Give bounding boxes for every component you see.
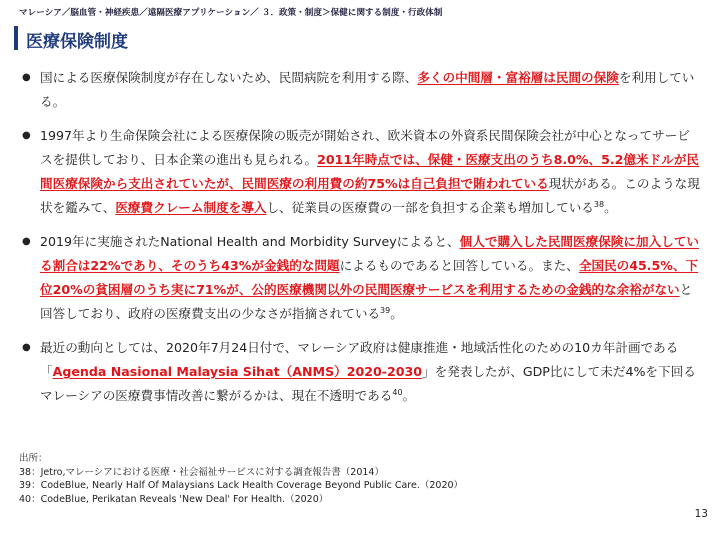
- body-text: 。: [390, 306, 403, 321]
- highlight-text: 2011年時点では、保健・医療支出のうち8.0%、5.2億米ドルが民間医療保険から支出されていたが、民間医療の利用費の約75%は自己負担で賄われている: [40, 152, 700, 191]
- footnote-ref: 38: [593, 199, 605, 209]
- highlight-text: 医療費クレーム制度を導入: [115, 200, 267, 215]
- body-text: 現状がある。このような現状を鑑みて、: [40, 176, 700, 215]
- bullet-item: [22, 336, 702, 408]
- highlight-text: 全国民の45.5%、下位20%の貧困層のうち実に71%が、公的医療機関以外の民間医療サービスを利用するための金銭的な余裕がない: [40, 258, 699, 297]
- footnote-ref: 40: [392, 387, 403, 397]
- source-item-39: 39：CodeBlue, Nearly Half Of Malaysians Lack Health Coverage Beyond Public Care.（2020）: [19, 480, 464, 491]
- highlight-text: 個人で購入した民間医療保険に加入している割合は22%であり、そのうち43%が金銭的な問題: [40, 234, 699, 273]
- body-text: し、従業員の医療費の一部を負担する企業も増加している: [266, 200, 594, 215]
- footnote-ref: 39: [380, 305, 391, 315]
- sources: [19, 452, 463, 506]
- body-text: 」を発表したが、GDP比にして未だ4%を下回るマレーシアの医療費事情改善に繋がるかは、現在不透明である: [40, 364, 696, 403]
- page-title: 医療保険制度: [26, 32, 128, 52]
- body-text: 2019年に実施されたNational Health and Morbidity Surveyによると、: [40, 234, 460, 249]
- body-text: 1997年より生命保険会社による医療保険の販売が開始され、欧米資本の外資系民間保険会社が中心となってサービスを提供しており、日本企業の進出も見られる。: [40, 128, 690, 167]
- body-text: 。: [402, 388, 416, 403]
- breadcrumb: マレーシア／脳血管・神経疾患／遠隔医療アプリケーション／ ３．政策・制度＞保健に関する制度・行政体制: [19, 8, 443, 18]
- sources-heading: 出所：: [19, 453, 48, 464]
- bullet-item: [22, 124, 702, 220]
- source-item-38: 38：Jetro,マレーシアにおける医療・社会福祉サービスに対する調査報告書（2014）: [19, 466, 384, 478]
- body-text: と回答しており、政府の医療費支出の少なさが指摘されている: [40, 282, 693, 321]
- body-text: を利用している。: [40, 70, 695, 109]
- bullet-item: [22, 66, 702, 114]
- highlight-text: Agenda Nasional Malaysia Sihat（ANMS）2020-2030: [52, 364, 423, 379]
- highlight-text: 多くの中間層・富裕層は民間の保険: [417, 70, 619, 85]
- source-item-40: 40：CodeBlue, Perikatan Reveals 'New Deal' For Health.（2020）: [19, 493, 329, 505]
- body-text: によるものであると回答している。また、: [339, 258, 579, 273]
- title-accent-bar: [14, 26, 18, 50]
- body-text: 。: [604, 200, 617, 215]
- body-text: 最近の動向としては、2020年7月24日付で、マレーシア政府は健康推進・地域活性化のための10カ年計画である「: [40, 340, 679, 379]
- bullet-list: [22, 66, 702, 418]
- bullet-item: [22, 230, 702, 326]
- body-text: 国による医療保険制度が存在しないため、民間病院を利用する際、: [40, 70, 418, 85]
- page-number: 13: [694, 508, 708, 520]
